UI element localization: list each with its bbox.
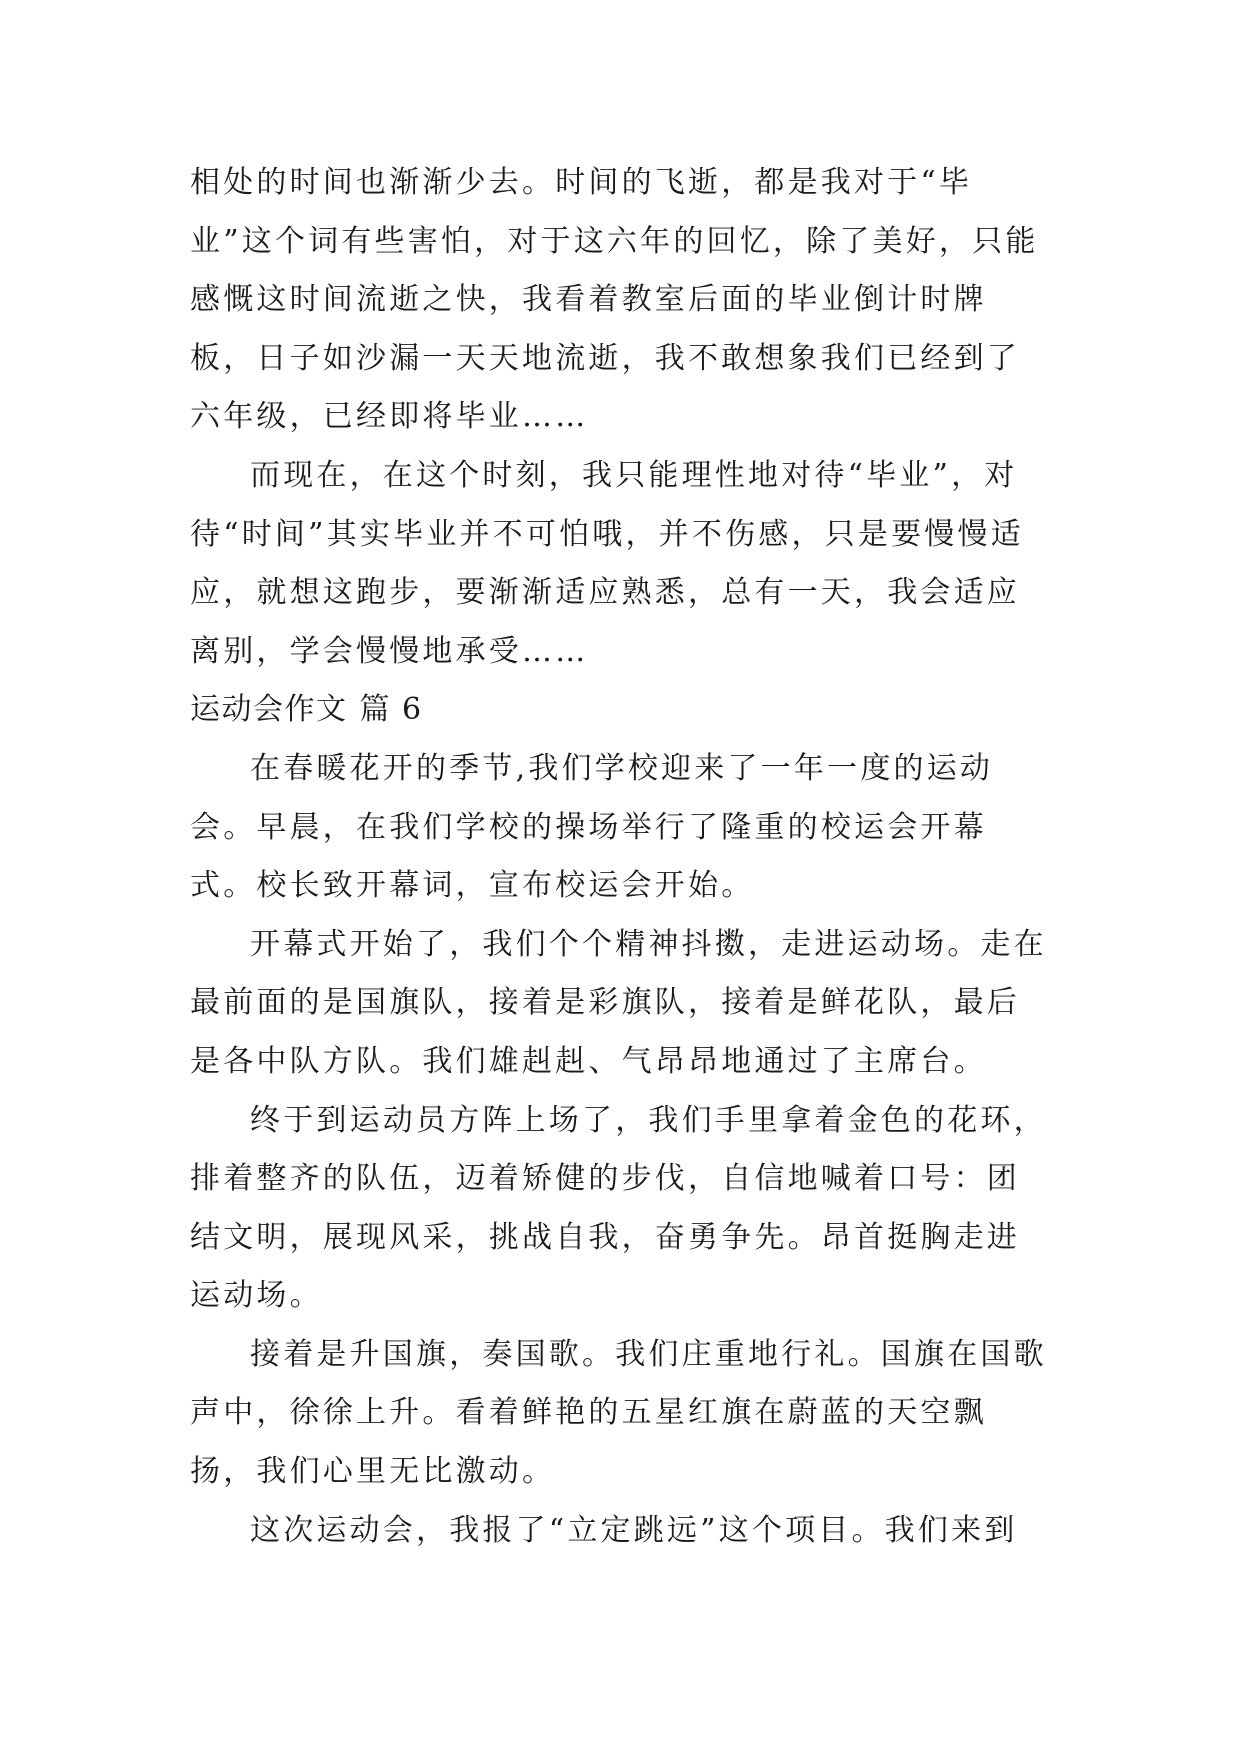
section-number: 篇 6 [359, 692, 423, 728]
paragraph: 终于到运动员方阵上场了，我们手里拿着金色的花环，排着整齐的队伍，迈着矫健的步伐，自信地喊着口号：团结文明，展现风采，挑战自我，奋勇争先。昂首挺胸走进运动场。 [190, 1102, 1047, 1314]
section-title: 运动会作文 [190, 692, 348, 728]
paragraph: 在春暖花开的季节,我们学校迎来了一年一度的运动会。早晨，在我们学校的操场举行了隆重的校运会开幕式。校长致开幕词，宣布校运会开始。 [190, 750, 994, 904]
section-heading [190, 681, 1052, 740]
paragraph: 这次运动会，我报了“立定跳远”这个项目。我们来到 [250, 1512, 1018, 1548]
paragraph: 相处的时间也渐渐少去。时间的飞逝，都是我对于“毕业”这个词有些害怕，对于这六年的回忆，除了美好，只能感慨这时间流逝之快，我看着教室后面的毕业倒计时牌板，日子如沙漏一天天地流逝，我不敢想象我们已经到了六年级，已经即将毕业…… [190, 165, 1039, 435]
paragraph: 开幕式开始了，我们个个精神抖擞，走进运动场。走在最前面的是国旗队，接着是彩旗队，接着是鲜花队，最后是各中队方队。我们雄赳赳、气昂昂地通过了主席台。 [190, 926, 1047, 1079]
paragraph: 而现在，在这个时刻，我只能理性地对待“毕业”，对待“时间”其实毕业并不可怕哦，并不伤感，只是要慢慢适应，就想这跑步，要渐渐适应熟悉，总有一天，我会适应离别，学会慢慢地承受…… [190, 457, 1024, 669]
paragraph: 接着是升国旗，奏国歌。我们庄重地行礼。国旗在国歌声中，徐徐上升。看着鲜艳的五星红旗在蔚蓝的天空飘扬，我们心里无比激动。 [190, 1336, 1047, 1490]
document-page [190, 154, 1052, 1560]
